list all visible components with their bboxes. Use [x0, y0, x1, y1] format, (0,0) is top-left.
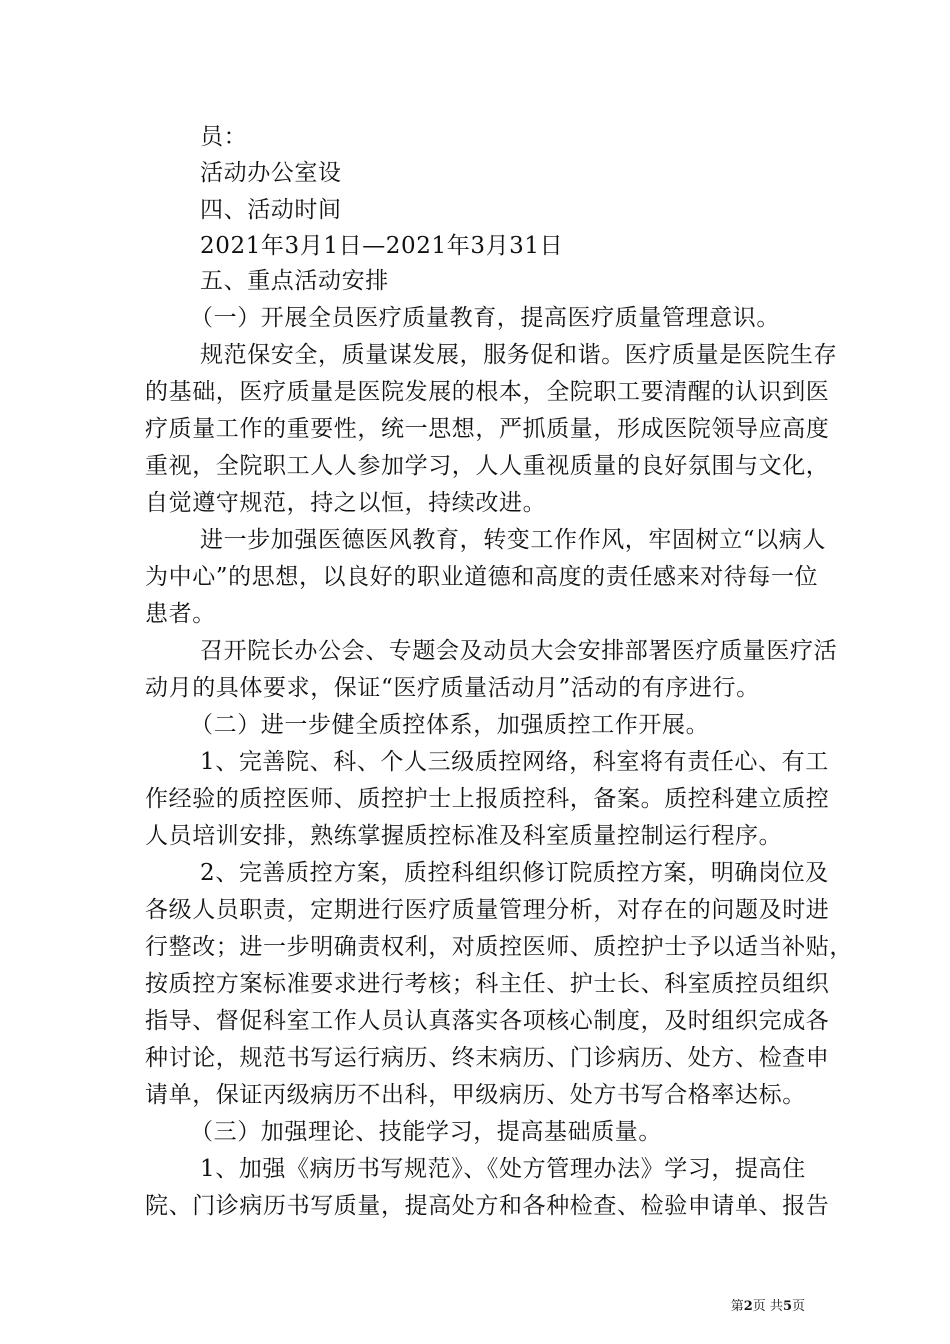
- text-line: 动月的具体要求，保证“医疗质量活动月”活动的有序进行。: [145, 675, 760, 701]
- subsection-heading: （二）进一步健全质控体系，加强质控工作开展。: [190, 712, 710, 738]
- text-line: 1、加强《病历书写规范》、《处方管理办法》学习，提高住: [200, 1156, 806, 1182]
- text-line: 活动办公室设: [200, 160, 342, 186]
- text-line: 为中心”的思想，以良好的职业道德和高度的责任感来对待每一位: [145, 564, 819, 590]
- text-line: 请单，保证丙级病历不出科，甲级病历、处方书写合格率达标。: [145, 1082, 806, 1108]
- current-page-number: 2: [743, 1299, 753, 1314]
- section-heading: 五、重点活动安排: [200, 268, 389, 294]
- text-line: 作经验的质控医师、质控护士上报质控科，备案。质控科建立质控: [145, 786, 830, 812]
- section-heading: 四、活动时间: [200, 197, 342, 223]
- text-line: 2021年3月1日—2021年3月31日: [200, 233, 564, 259]
- text-line: 按质控方案标准要求进行考核；科主任、护士长、科室质控员组织: [145, 971, 830, 997]
- subsection-heading: （一）开展全员医疗质量教育，提高医疗质量管理意识。: [190, 305, 780, 331]
- footer-middle: 页 共: [752, 1299, 783, 1314]
- subsection-heading: （三）加强理论、技能学习，提高基础质量。: [190, 1119, 662, 1145]
- text-line: 院、门诊病历书写质量，提高处方和各种检查、检验申请单、报告: [145, 1193, 830, 1219]
- text-line: 行整改；进一步明确责权利，对质控医师、质控护士予以适当补贴，: [145, 934, 853, 960]
- text-line: 人员培训安排，熟练掌握质控标准及科室质量控制运行程序。: [145, 823, 783, 849]
- text-line: 疗质量工作的重要性，统一思想，严抓质量，形成医院领导应高度: [145, 416, 830, 442]
- text-line: 规范保安全，质量谋发展，服务促和谐。医疗质量是医院生存: [200, 342, 838, 368]
- total-page-number: 5: [782, 1299, 792, 1314]
- text-line: 的基础，医疗质量是医院发展的根本，全院职工要清醒的认识到医: [145, 379, 830, 405]
- text-line: 进一步加强医德医风教育，转变工作作风，牢固树立“以病人: [200, 527, 826, 553]
- text-line: 种讨论，规范书写运行病历、终末病历、门诊病历、处方、检查申: [145, 1045, 830, 1071]
- footer-prefix: 第: [730, 1299, 744, 1314]
- text-line: 重视，全院职工人人参加学习，人人重视质量的良好氛围与文化，: [145, 453, 830, 479]
- text-line: 召开院长办公会、专题会及动员大会安排部署医疗质量医疗活: [200, 638, 838, 664]
- text-line: 自觉遵守规范，持之以恒，持续改进。: [145, 490, 547, 516]
- text-line: 2、完善质控方案，质控科组织修订院质控方案，明确岗位及: [200, 860, 829, 886]
- text-line: 患者。: [145, 601, 216, 627]
- footer-suffix: 页: [791, 1299, 805, 1314]
- text-line: 1、完善院、科、个人三级质控网络，科室将有责任心、有工: [200, 749, 829, 775]
- text-line: 指导、督促科室工作人员认真落实各项核心制度，及时组织完成各: [145, 1008, 830, 1034]
- text-line: 各级人员职责，定期进行医疗质量管理分析，对存在的问题及时进: [145, 897, 830, 923]
- page-number-footer: [731, 1298, 805, 1316]
- text-line: 员：: [200, 124, 248, 150]
